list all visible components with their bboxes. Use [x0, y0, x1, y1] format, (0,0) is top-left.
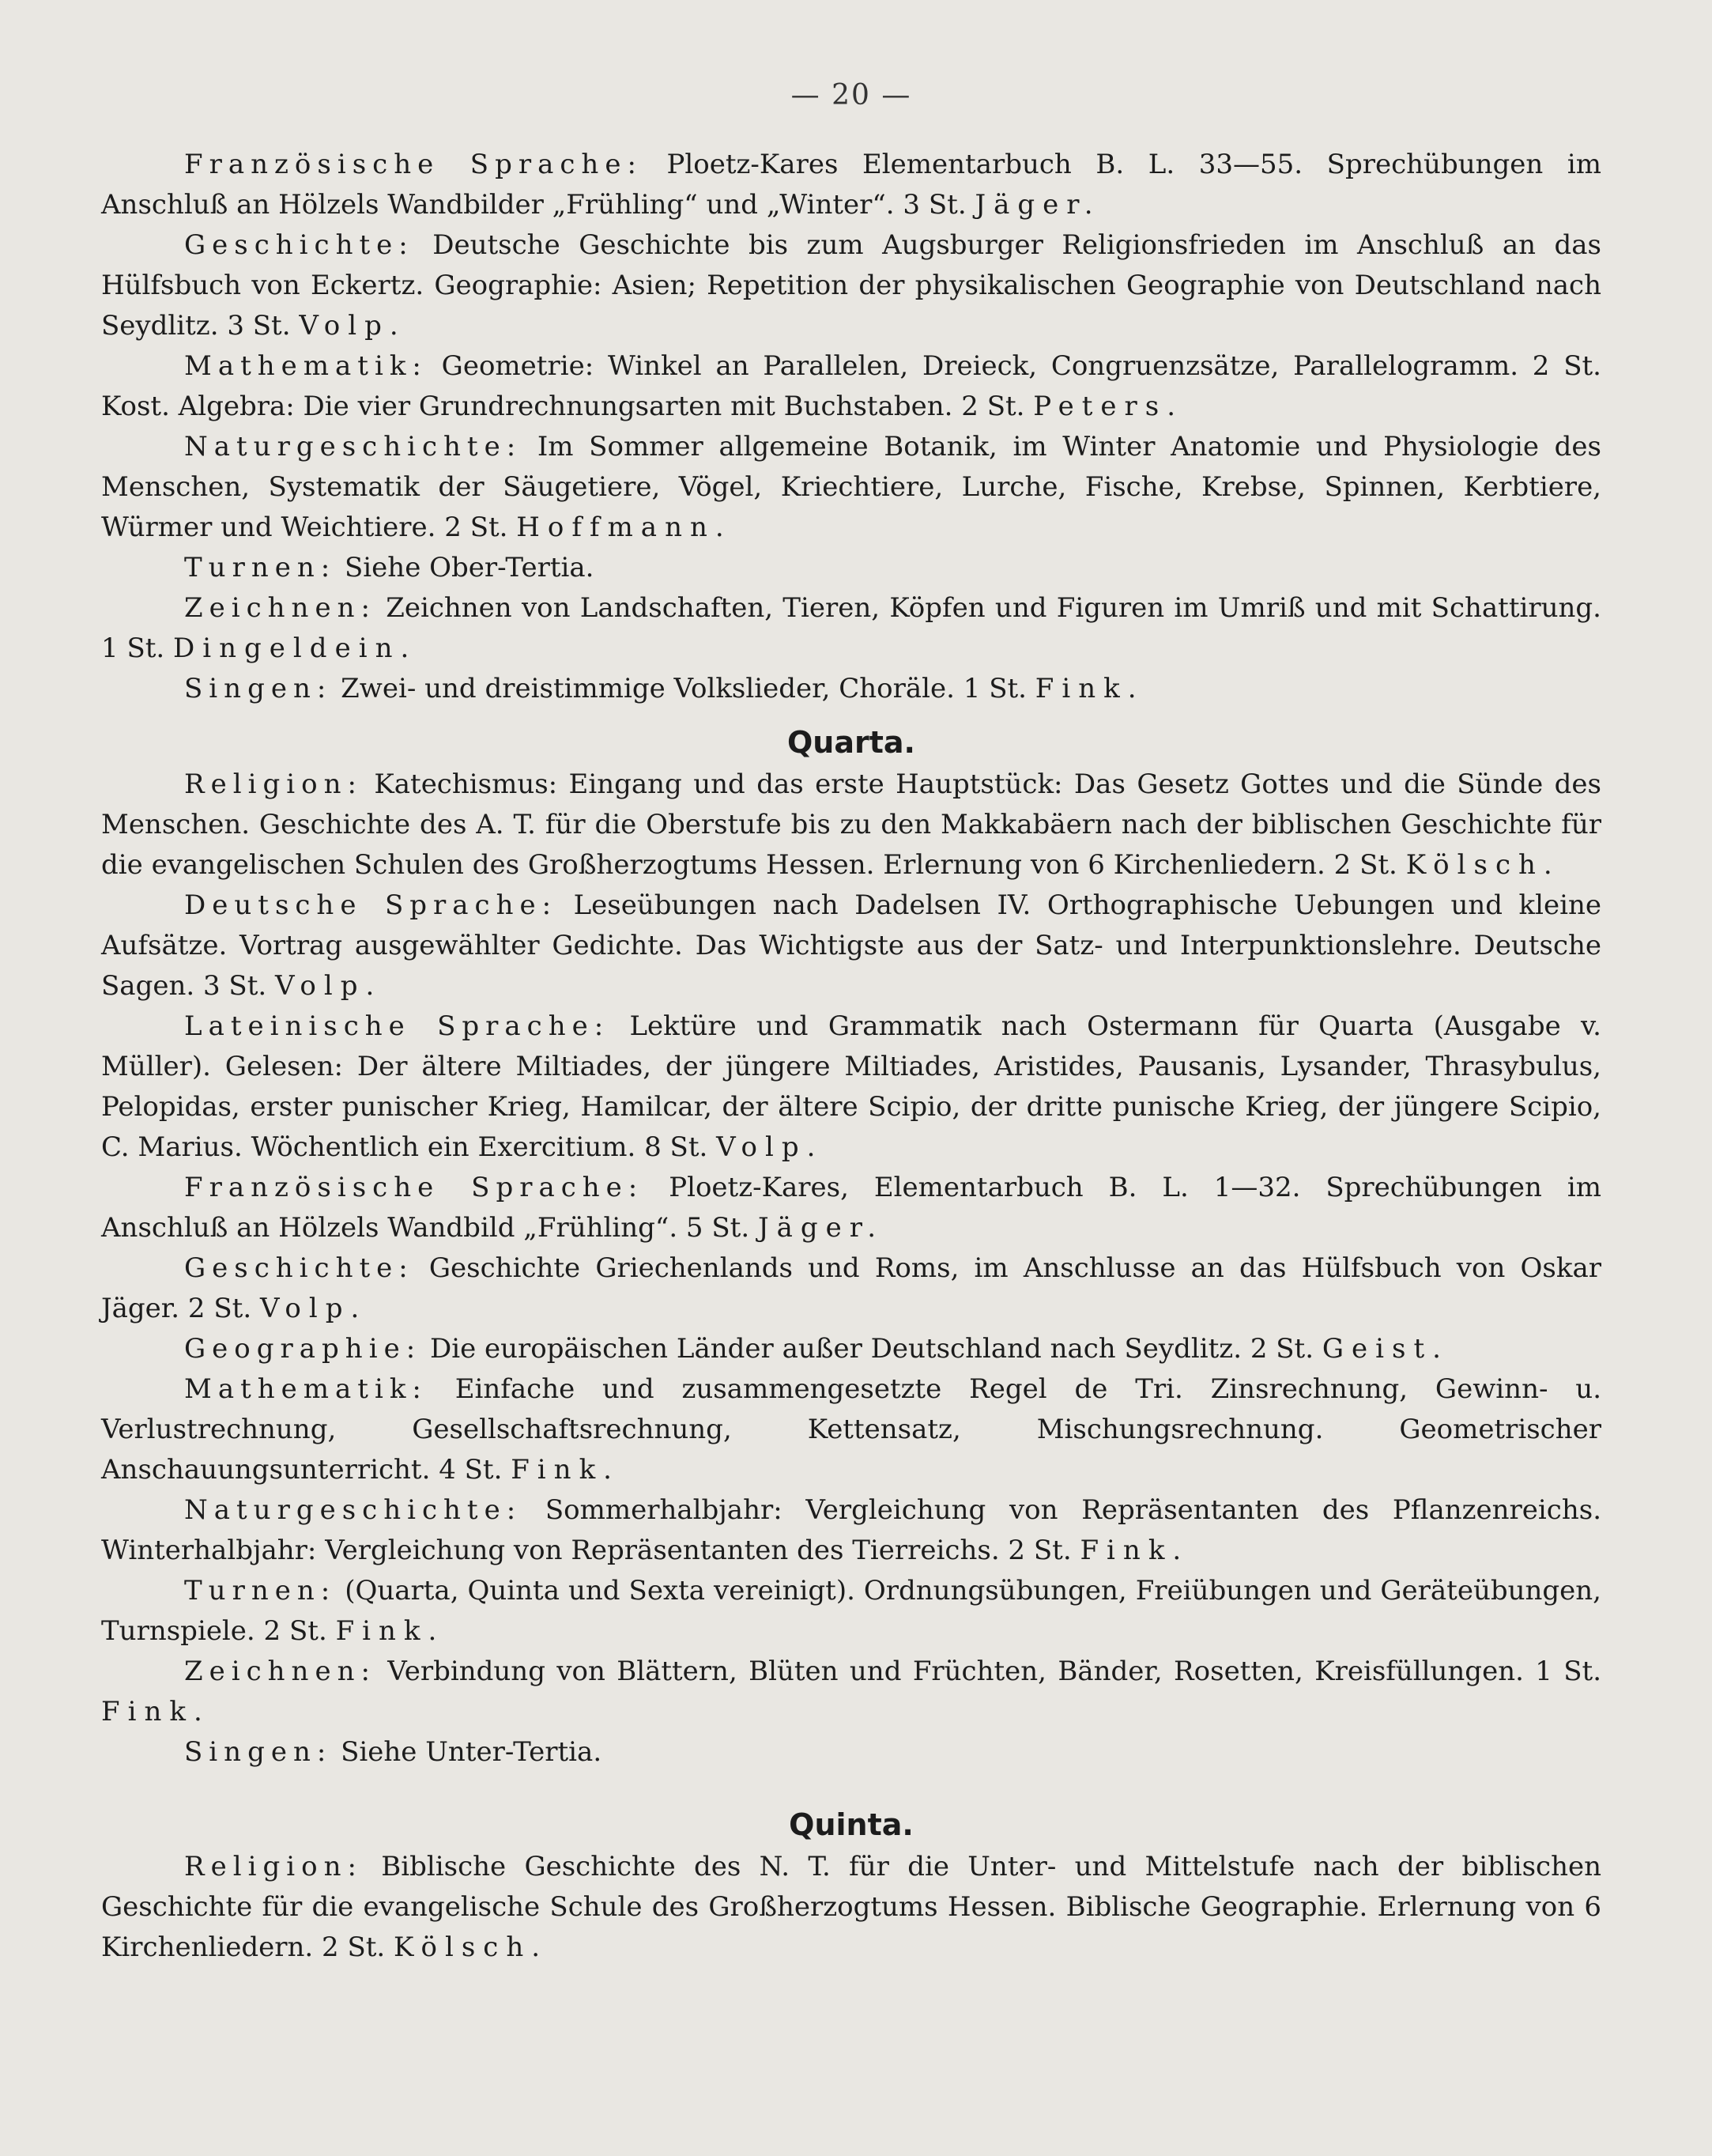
paragraph-naturgeschichte-untertertia: [101, 427, 1601, 548]
subject-label: Naturgeschichte:: [184, 1494, 522, 1526]
paragraph-text: Zwei- und dreistimmige Volkslieder, Choräle. 1 St.: [332, 673, 1027, 704]
subject-label: Religion:: [184, 1851, 363, 1882]
subject-label: Naturgeschichte:: [184, 431, 522, 463]
subject-label: Zeichnen:: [184, 592, 376, 624]
subject-label: Französische Sprache:: [184, 1172, 644, 1203]
paragraph-text: Zeichnen von Landschaften, Tieren, Köpfen und Figuren im Umriß und mit Schattirung. 1 St.: [101, 592, 1601, 664]
teacher-name: Volp.: [274, 970, 383, 1002]
paragraph-geschichte-quarta: [101, 1248, 1601, 1329]
paragraph-zeichnen-untertertia: [101, 588, 1601, 669]
subject-label: Geschichte:: [184, 229, 414, 261]
paragraph-text: (Quarta, Quinta und Sexta vereinigt). Ordnungsübungen, Freiübungen und Geräteübungen, Turnspiele. 2 St.: [101, 1575, 1601, 1647]
section-heading-quarta: Quarta.: [787, 725, 915, 760]
paragraph-text: Die europäischen Länder außer Deutschland nach Seydlitz. 2 St.: [421, 1333, 1314, 1365]
paragraph-franzoesisch-quarta: [101, 1168, 1601, 1248]
teacher-name: Volp.: [299, 310, 406, 342]
teacher-name: Dingeldein.: [173, 632, 417, 664]
teacher-name: Jäger.: [757, 1212, 884, 1244]
paragraph-latein-quarta: [101, 1006, 1601, 1168]
subject-label: Singen:: [184, 673, 333, 704]
teacher-name: Kölsch.: [1405, 849, 1560, 881]
paragraph-zeichnen-quarta: [101, 1652, 1601, 1732]
paragraph-religion-quinta: [101, 1847, 1601, 1968]
paragraph-singen-quarta: [101, 1732, 1601, 1773]
teacher-name: Fink.: [335, 1615, 445, 1647]
paragraph-text: Geometrie: Winkel an Parallelen, Dreieck, Congruenzsätze, Parallelogramm. 2 St. Kost. Algebra: Die vier Grundrechnungsarten mit Buchstaben. 2 St.: [101, 350, 1601, 422]
paragraph-text: Im Sommer allgemeine Botanik, im Winter Anatomie und Physiologie des Menschen, Systematik der Säugetiere, Vögel, Kriechtiere, Lurche, Fische, Krebse, Spinnen, Kerbtiere, Würmer und Weichtiere. 2 St.: [101, 431, 1601, 543]
paragraph-text: Verbindung von Blättern, Blüten und Früchten, Bänder, Rosetten, Kreisfüllungen. 1 St.: [375, 1656, 1601, 1687]
paragraph-text: Sommerhalbjahr: Vergleichung von Repräsentanten des Pflanzenreichs. Winterhalbjahr: Vergleichung von Repräsentanten des Tierreichs. 2 St.: [101, 1494, 1601, 1566]
paragraph-text: Siehe Unter-Tertia.: [332, 1736, 602, 1768]
teacher-name: Fink.: [1080, 1535, 1190, 1566]
teacher-name: Volp.: [716, 1131, 824, 1163]
teacher-name: Fink.: [511, 1454, 620, 1486]
paragraph-text: Biblische Geschichte des N. T. für die Unter- und Mittelstufe nach der biblischen Geschichte für die evangelische Schule des Großherzogtums Hessen. Biblische Geographie. Erlernung von 6 Kirchenliedern. 2 St.: [101, 1851, 1601, 1963]
section-heading-quinta: Quinta.: [789, 1807, 914, 1842]
page-number: — 20 —: [790, 79, 912, 111]
subject-label: Religion:: [184, 768, 363, 800]
paragraph-text: Leseübungen nach Dadelsen IV. Orthographische Uebungen und kleine Aufsätze. Vortrag ausgewählter Gedichte. Das Wichtigste aus der Satz- und Interpunktionslehre. Deutsche Sagen. 3 St.: [101, 889, 1602, 1002]
paragraph-naturgeschichte-quarta: [101, 1490, 1601, 1571]
paragraph-turnen-quarta: [101, 1571, 1601, 1652]
subject-label: Mathematik:: [184, 1373, 428, 1405]
paragraph-religion-quarta: [101, 765, 1601, 885]
teacher-name: Hoffmann.: [516, 512, 732, 543]
paragraph-text: Lektüre und Grammatik nach Ostermann für Quarta (Ausgabe v. Müller). Gelesen: Der ältere Miltiades, der jüngere Miltiades, Aristides, Pausanis, Lysander, Thrasybulus, Pelopidas, erster punischer Krieg, Hamilcar, der ältere Scipio, der dritte punische Krieg, der jüngere Scipio, C. Marius. Wöchentlich ein Exercitium. 8 St.: [101, 1010, 1601, 1163]
paragraph-text: Geschichte Griechenlands und Roms, im Anschlusse an das Hülfsbuch von Oskar Jäger. 2 St.: [101, 1252, 1601, 1324]
subject-label: Französische Sprache:: [184, 149, 643, 180]
paragraph-text: Katechismus: Eingang und das erste Hauptstück: Das Gesetz Gottes und die Sünde des Menschen. Geschichte des A. T. für die Oberstufe bis zu den Makkabäern nach der biblischen Geschichte für die evangelischen Schulen des Großherzogtums Hessen. Erlernung von 6 Kirchenliedern. 2 St.: [101, 768, 1601, 881]
teacher-name: Geist.: [1322, 1333, 1449, 1365]
paragraph-turnen-untertertia: [101, 548, 1601, 588]
subject-label: Geographie:: [184, 1333, 422, 1365]
paragraph-singen-untertertia: [101, 669, 1601, 709]
subject-label: Geschichte:: [184, 1252, 414, 1284]
teacher-name: Fink.: [101, 1696, 210, 1727]
subject-label: Turnen:: [184, 552, 337, 583]
subject-label: Turnen:: [184, 1575, 337, 1607]
paragraph-geographie-quarta: [101, 1329, 1601, 1369]
teacher-name: Peters.: [1033, 391, 1184, 422]
subject-label: Deutsche Sprache:: [184, 889, 558, 921]
paragraph-geschichte-untertertia: [101, 225, 1601, 346]
subject-label: Zeichnen:: [184, 1656, 376, 1687]
paragraph-text: Ploetz-Kares Elementarbuch B. L. 33—55. Sprechübungen im Anschluß an Hölzels Wandbilder „Frühling“ und „Winter“. 3 St.: [101, 149, 1601, 221]
paragraph-text: Einfache und zusammengesetzte Regel de Tri. Zinsrechnung, Gewinn- u. Verlustrechnung, Gesellschaftsrechnung, Kettensatz, Mischungsrechnung. Geometrischer Anschauungsunterricht. 4 St.: [101, 1373, 1601, 1486]
paragraph-text: Siehe Ober-Tertia.: [336, 552, 594, 583]
teacher-name: Fink.: [1035, 673, 1144, 704]
paragraph-mathematik-quarta: [101, 1369, 1601, 1490]
subject-label: Singen:: [184, 1736, 333, 1768]
paragraph-text: Ploetz-Kares, Elementarbuch B. L. 1—32. Sprechübungen im Anschluß an Hölzels Wandbild „Frühling“. 5 St.: [101, 1172, 1601, 1244]
paragraph-deutsch-quarta: [101, 885, 1601, 1006]
teacher-name: Volp.: [259, 1293, 368, 1324]
teacher-name: Jäger.: [975, 189, 1101, 221]
teacher-name: Kölsch.: [394, 1931, 549, 1963]
paragraph-franzoesisch-untertertia: [101, 145, 1601, 225]
paragraph-text: Deutsche Geschichte bis zum Augsburger Religionsfrieden im Anschluß an das Hülfsbuch von Eckertz. Geographie: Asien; Repetition der physikalischen Geographie von Deutschland nach Seydlitz. 3 St.: [101, 229, 1601, 342]
paragraph-mathematik-untertertia: [101, 346, 1601, 427]
subject-label: Mathematik:: [184, 350, 428, 382]
subject-label: Lateinische Sprache:: [184, 1010, 610, 1042]
